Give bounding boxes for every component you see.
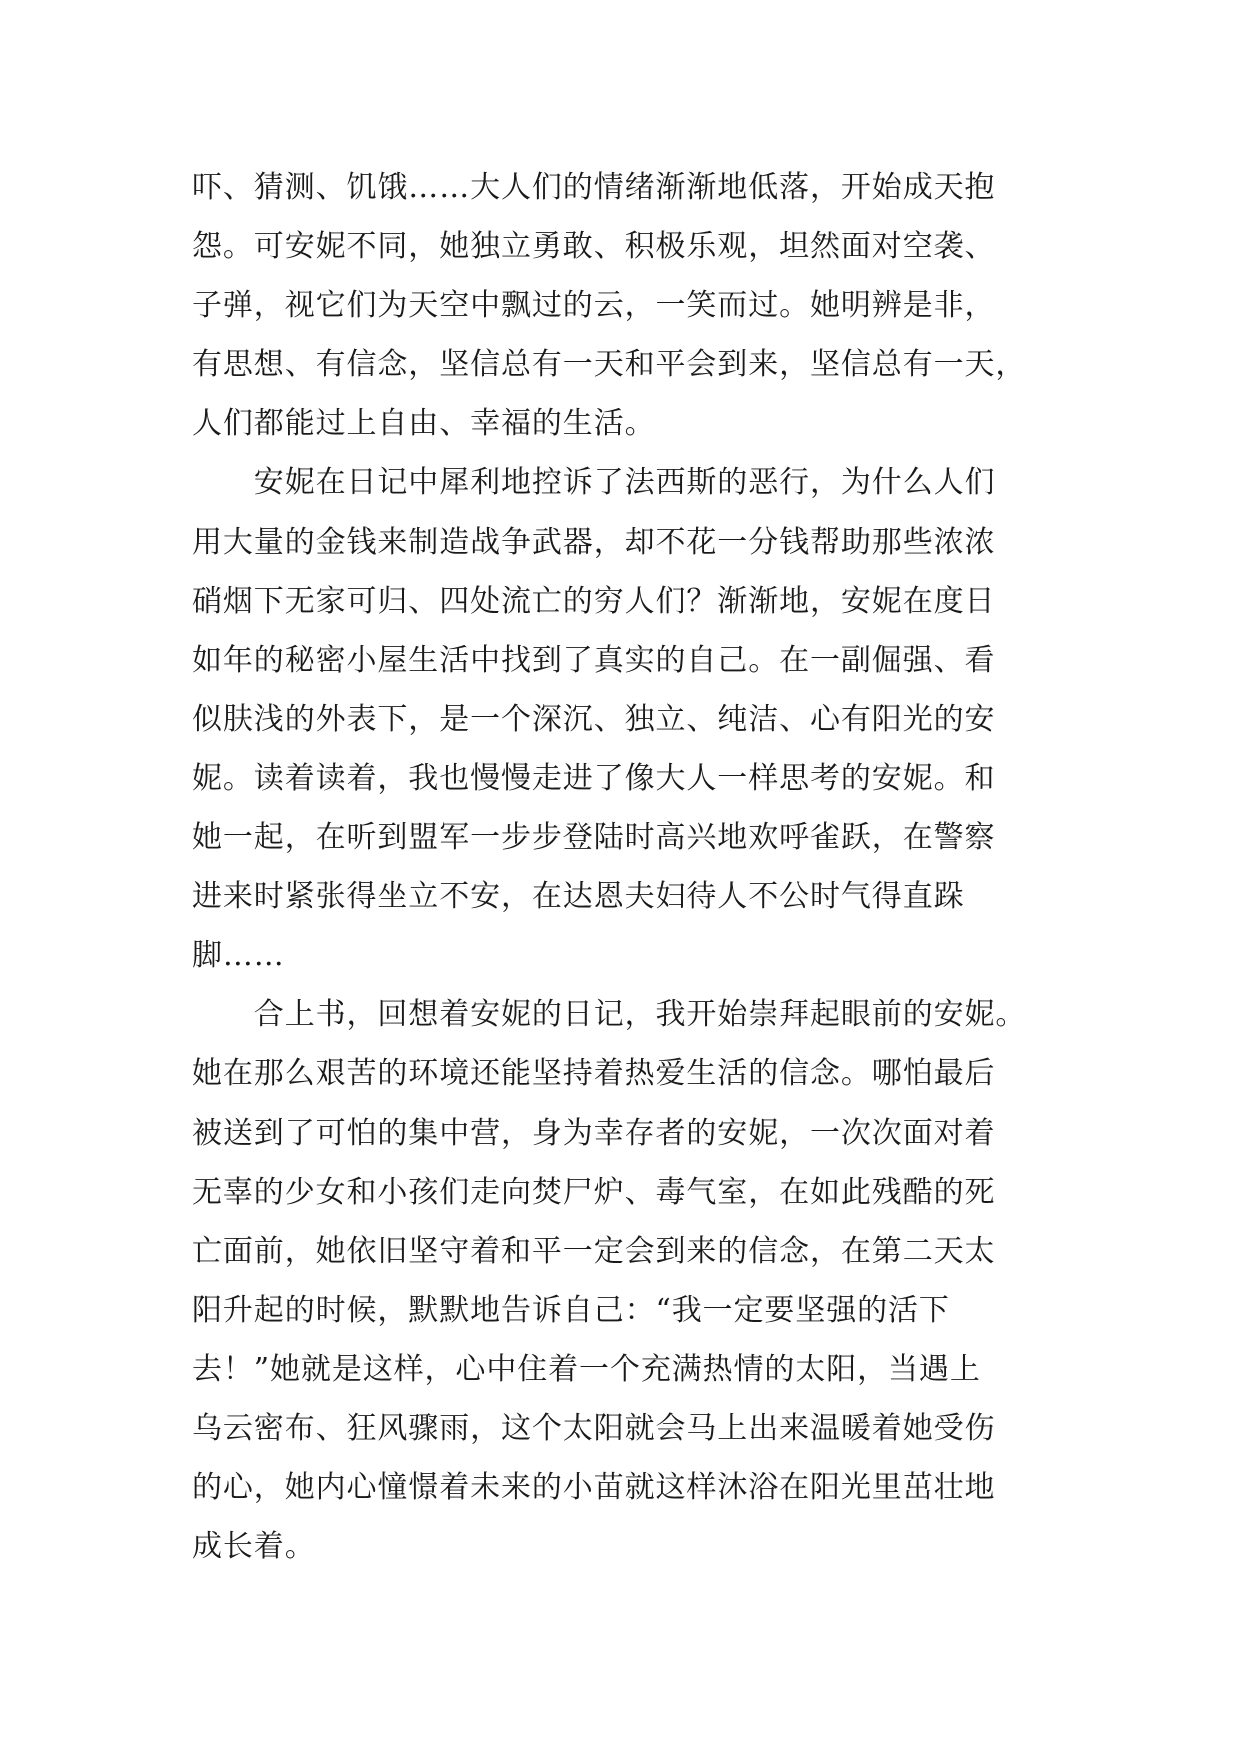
text-line: 子弹，视它们为天空中飘过的云，一笑而过。她明辨是非， <box>192 288 996 324</box>
text-line: 似肤浅的外表下，是一个深沉、独立、纯洁、心有阳光的安 <box>192 701 996 737</box>
text-line: 她一起，在听到盟军一步步登陆时高兴地欢呼雀跃，在警察 <box>192 820 996 856</box>
text-line: 如年的秘密小屋生活中找到了真实的自己。在一副倔强、看 <box>192 642 996 678</box>
text-line: 人们都能过上自由、幸福的生活。 <box>192 406 656 442</box>
text-line: 的心，她内心憧憬着未来的小苗就这样沐浴在阳光里茁壮地 <box>192 1470 996 1506</box>
document-body <box>192 158 1062 1576</box>
text-line: 有思想、有信念，坚信总有一天和平会到来，坚信总有一天， <box>192 347 1027 383</box>
text-line: 用大量的金钱来制造战争武器，却不花一分钱帮助那些浓浓 <box>192 524 996 560</box>
text-line: 成长着。 <box>192 1529 316 1565</box>
text-line: 去！”她就是这样，心中住着一个充满热情的太阳，当遇上 <box>192 1351 981 1387</box>
text-line: 吓、猜测、饥饿……大人们的情绪渐渐地低落，开始成天抱 <box>192 170 996 205</box>
text-line: 合上书，回想着安妮的日记，我开始崇拜起眼前的安妮。 <box>192 997 1027 1033</box>
text-line: 阳升起的时候，默默地告诉自己：“我一定要坚强的活下 <box>192 1292 950 1328</box>
text-line: 妮。读着读着，我也慢慢走进了像大人一样思考的安妮。和 <box>192 760 996 796</box>
text-line: 乌云密布、狂风骤雨，这个太阳就会马上出来温暖着她受伤 <box>192 1410 996 1446</box>
text-line: 进来时紧张得坐立不安，在达恩夫妇待人不公时气得直跺 <box>192 879 965 915</box>
text-line: 安妮在日记中犀利地控诉了法西斯的恶行，为什么人们 <box>192 465 996 501</box>
text-line: 无辜的少女和小孩们走向焚尸炉、毒气室，在如此残酷的死 <box>192 1174 996 1210</box>
text-line: 她在那么艰苦的环境还能坚持着热爱生活的信念。哪怕最后 <box>192 1056 996 1092</box>
text-line: 怨。可安妮不同，她独立勇敢、积极乐观，坦然面对空袭、 <box>192 229 996 265</box>
text-line: 硝烟下无家可归、四处流亡的穷人们？渐渐地，安妮在度日 <box>192 583 996 619</box>
text-line: 脚…… <box>192 938 285 974</box>
text-line: 被送到了可怕的集中营，身为幸存者的安妮，一次次面对着 <box>192 1115 996 1151</box>
text-line: 亡面前，她依旧坚守着和平一定会到来的信念，在第二天太 <box>192 1233 996 1269</box>
